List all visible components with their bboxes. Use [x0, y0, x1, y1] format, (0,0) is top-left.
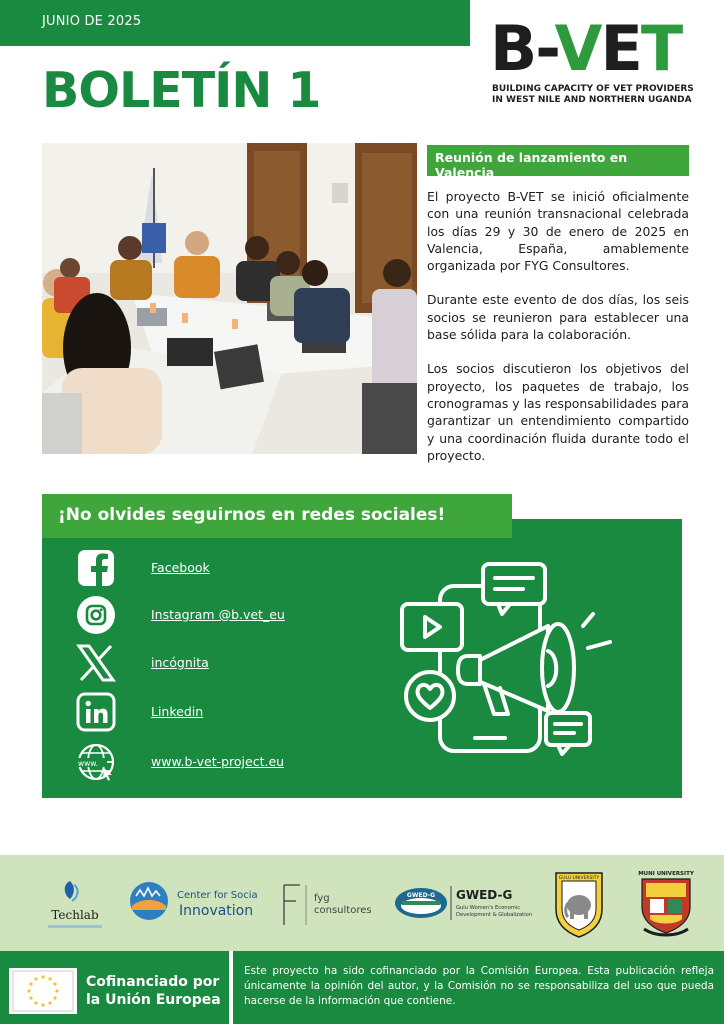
instagram-link[interactable]: Instagram @b.vet_eu: [151, 607, 285, 622]
svg-text:GWED-G: GWED-G: [406, 892, 436, 899]
muni-name: MUNI UNIVERSITY: [638, 871, 694, 877]
megaphone-icon: [398, 556, 628, 756]
social-link-x[interactable]: [76, 643, 376, 683]
eu-cofunded-label: [86, 973, 221, 1009]
issue-date: JUNIO DE 2025: [42, 14, 142, 29]
social-link-linkedin[interactable]: [76, 692, 376, 732]
facebook-link[interactable]: Facebook: [151, 560, 210, 575]
bvet-logo-mark: B-VET: [490, 12, 682, 85]
gwedg-line-1: Gulu Women's Economic: [456, 905, 521, 911]
meeting-photo: [42, 143, 417, 454]
meeting-paragraph: Los socios discutieron los objetivos del proyecto, los paquetes de trabajo, los cronogramas y las responsabilidades para garantizar un entendimiento compartido y una coordinación fluida durante todo el proyecto.: [427, 361, 689, 463]
logo-subtitle-line-2: IN WEST NILE AND NORTHERN UGANDA: [492, 95, 692, 105]
social-link-facebook[interactable]: [76, 548, 376, 588]
social-link-instagram[interactable]: [76, 595, 376, 635]
linkedin-icon: [76, 692, 116, 732]
eu-label-line-1: Cofinanciado por: [86, 974, 220, 990]
facebook-icon: [76, 548, 116, 588]
meeting-paragraph: El proyecto B-VET se inició oficialmente con una reunión transnacional celebrada los días 29 y 30 de enero de 2025 en Valencia, España, amablemente organizada por FYG Consultores.: [427, 189, 689, 274]
gwedg-logo: [394, 883, 539, 923]
svg-text:www.: www.: [78, 759, 99, 768]
eu-disclaimer: Este proyecto ha sido cofinanciado por la Comisión Europea. Esta publicación refleja únicamente la opinión del autor, y la Comisión no se responsabiliza del uso que pueda hacerse de la información que contiene.: [244, 965, 714, 1007]
fyg-logo: [280, 883, 372, 927]
footer-divider: [229, 951, 233, 1024]
fyg-name-line-2: consultores: [314, 905, 372, 916]
fyg-name-line-1: fyg: [314, 893, 330, 904]
bvet-logo: [490, 12, 695, 110]
x-link[interactable]: incógnita: [151, 655, 209, 670]
website-icon: [76, 742, 116, 782]
meeting-paragraph: Durante este evento de dos días, los seis socios se reunieron para establecer una base sólida para la colaboración.: [427, 292, 689, 343]
gwedg-name: GWED-G: [456, 888, 513, 902]
csi-name-line-1: Center for Social: [177, 890, 258, 901]
eu-flag-icon: [9, 968, 77, 1014]
muni-university-logo: [636, 867, 696, 939]
website-link[interactable]: www.b-vet-project.eu: [151, 754, 285, 769]
x-icon: [76, 643, 116, 683]
instagram-icon: [76, 595, 116, 635]
csi-logo: [128, 880, 258, 924]
gwedg-line-2: Development & Globalization: [456, 912, 533, 918]
bvet-logo-subtitle: [492, 84, 694, 106]
social-heading: ¡No olvides seguirnos en redes sociales!: [58, 505, 446, 525]
meeting-body: [427, 188, 689, 481]
meeting-heading: Reunión de lanzamiento en Valencia: [427, 145, 689, 176]
linkedin-link[interactable]: Linkedin: [151, 704, 204, 719]
techlab-logo: [40, 875, 110, 935]
logo-subtitle-line-1: BUILDING CAPACITY OF VET PROVIDERS: [492, 84, 694, 94]
gulu-university-logo: [548, 867, 610, 939]
newsletter-title: BOLETÍN 1: [42, 62, 321, 119]
partners-band: [0, 855, 724, 951]
csi-name-line-2: Innovation: [179, 903, 254, 919]
gulu-name: GULU UNIVERSITY: [558, 876, 600, 881]
eu-label-line-2: la Unión Europea: [86, 992, 221, 1008]
techlab-name: Techlab: [51, 908, 99, 922]
social-link-website[interactable]: [76, 742, 376, 782]
